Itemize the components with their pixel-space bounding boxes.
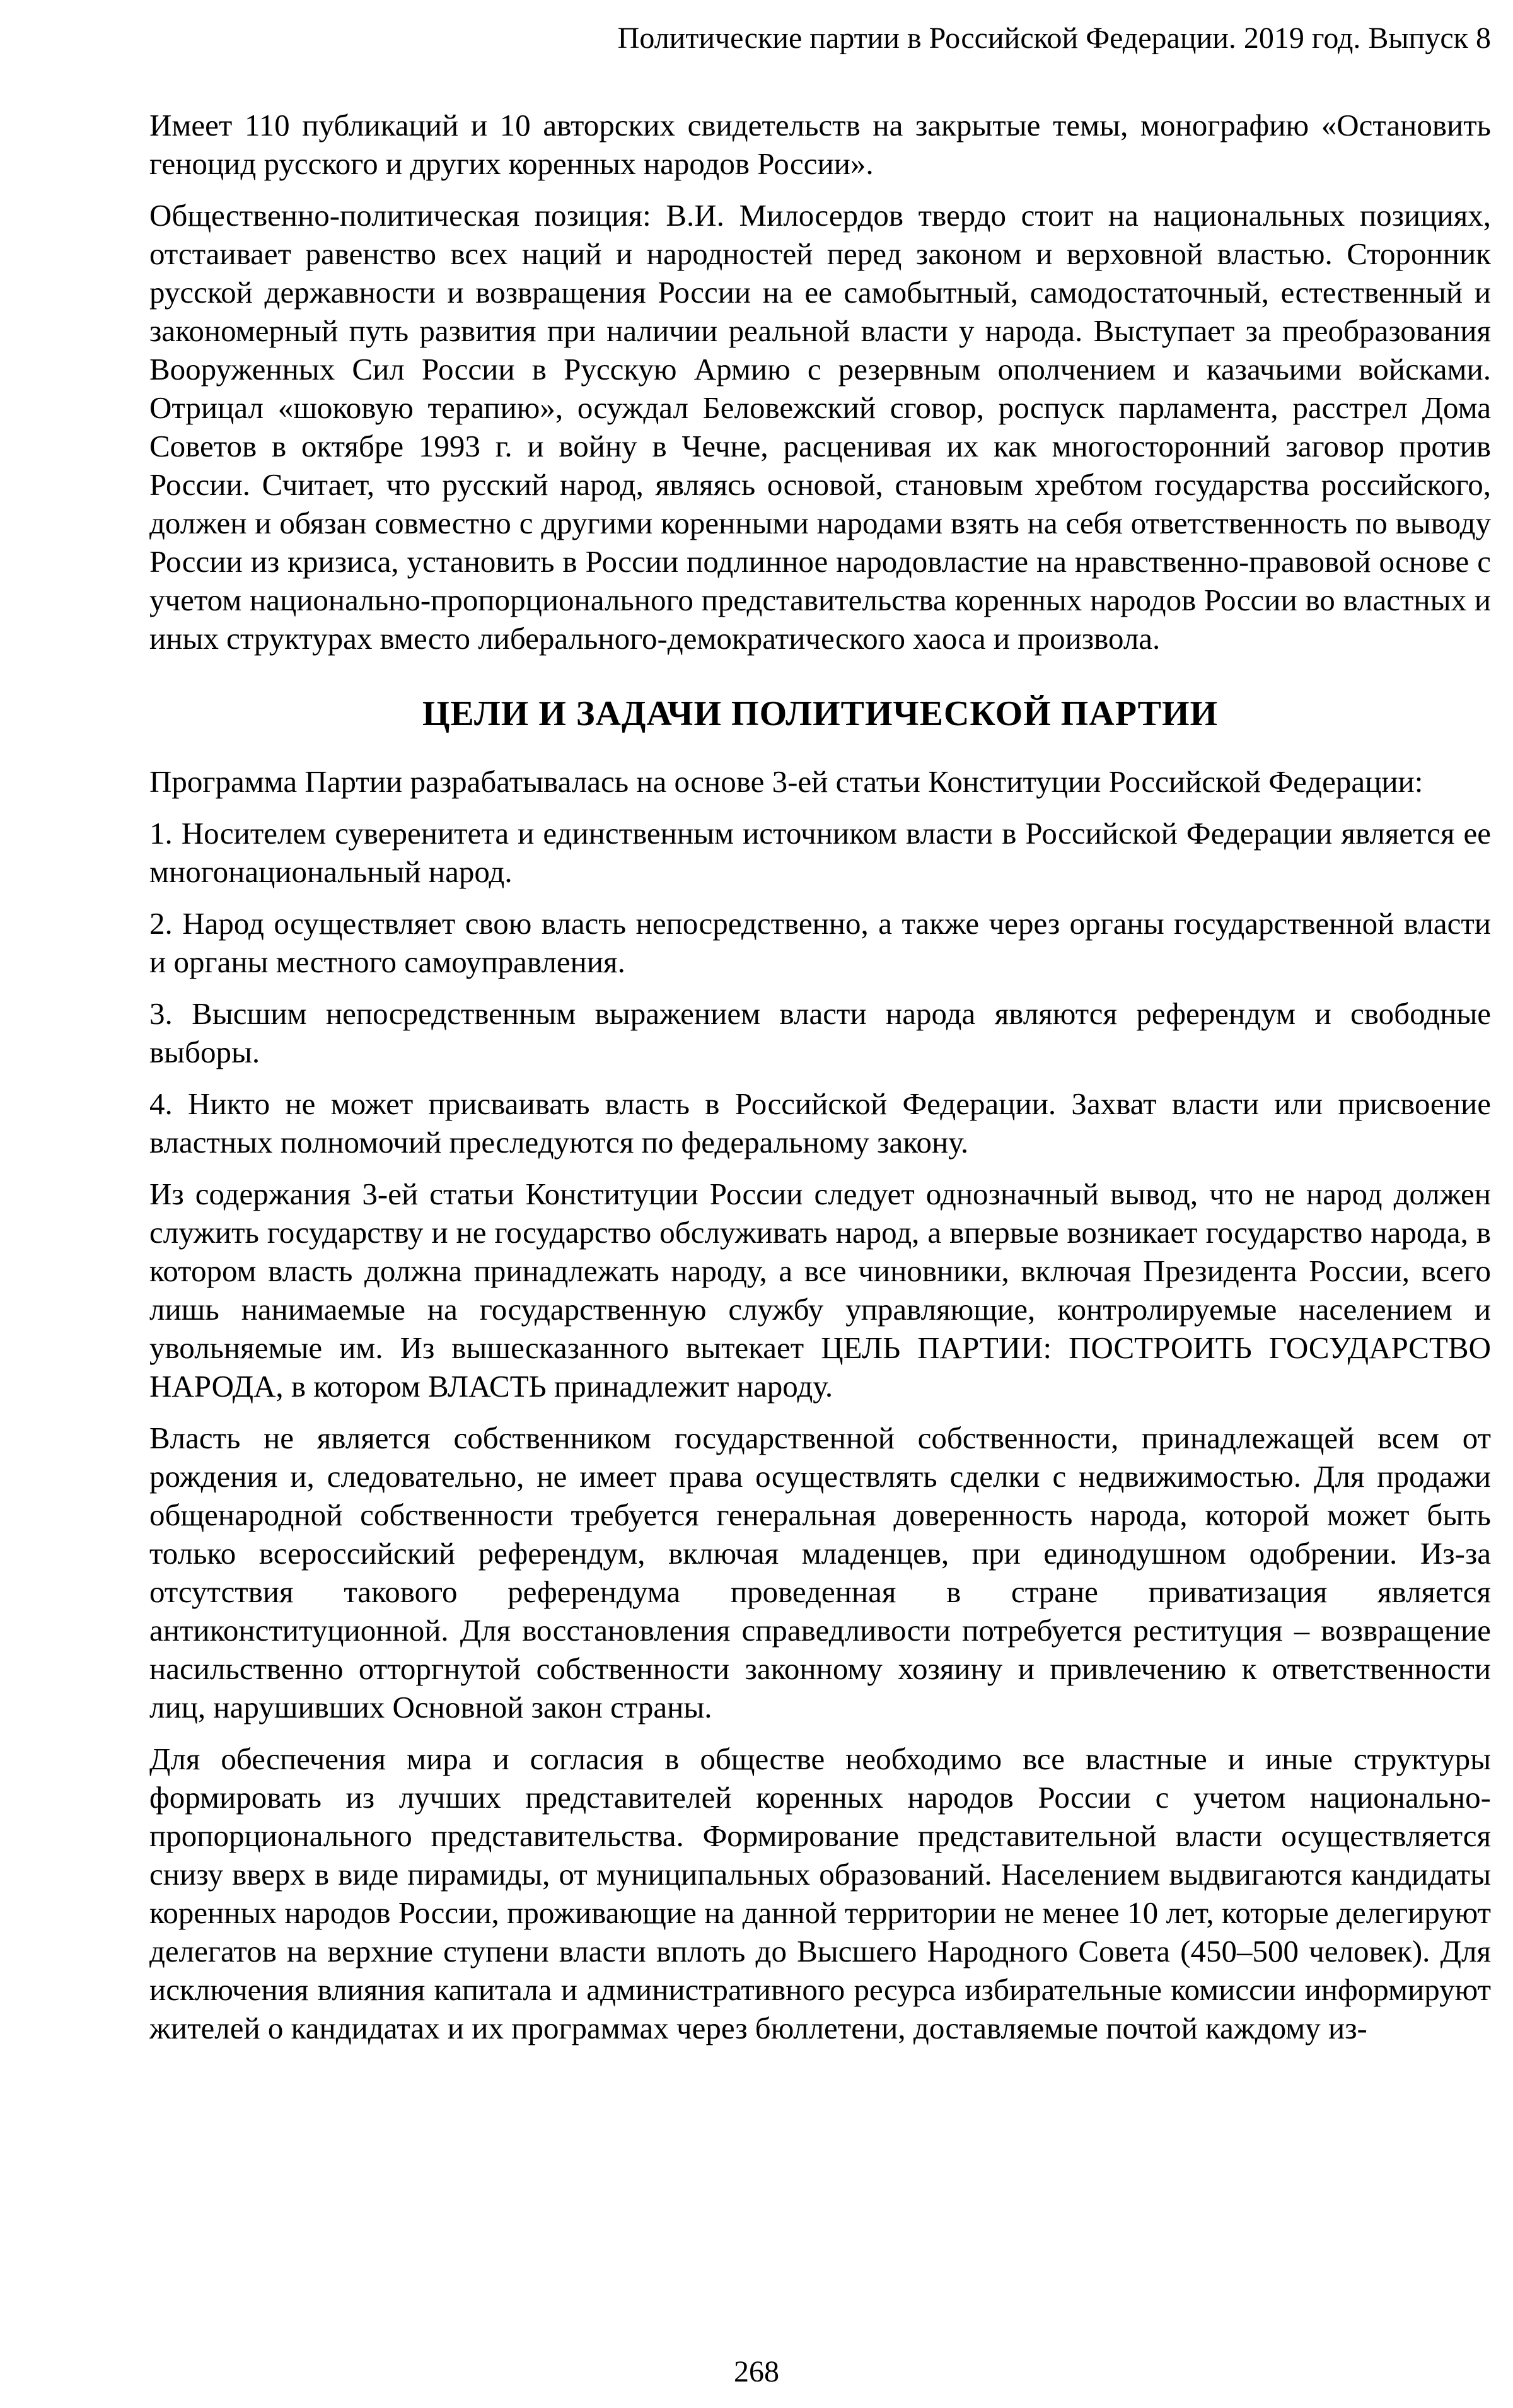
paragraph-point-2: 2. Народ осуществляет свою власть непосредственно, а также через органы государственной власти и органы местного самоуправления.	[149, 906, 1491, 979]
paragraph-representation: Для обеспечения мира и согласия в обществе необходимо все властные и иные структуры формировать из лучших представителей коренных народов России с учетом национально-пропорционального представительства. Формирование представительной власти осуществляется снизу вверх в виде пирамиды, от муниципальных образований. Населением выдвигаются кандидаты коренных народов России, проживающие на данной территории не менее 10 лет, которые делегируют делегатов на верхние ступени власти вплоть до Высшего Народного Совета (450–500 человек). Для исключения влияния капитала и административного ресурса избирательные комиссии информируют жителей о кандидатах и их программах через бюллетени, доставляемые почтой каждому из-	[149, 1742, 1491, 2045]
paragraph-point-1: 1. Носителем суверенитета и единственным источником власти в Российской Федерации является ее многонациональный народ.	[149, 816, 1491, 889]
paragraph-point-4: 4. Никто не может присваивать власть в Российской Федерации. Захват власти или присвоение властных полномочий преследуются по федеральному закону.	[149, 1086, 1491, 1160]
page-number: 268	[734, 2355, 779, 2388]
paragraph-political-position: Общественно-политическая позиция: В.И. Милосердов твердо стоит на национальных позициях, отстаивает равенство всех наций и народностей перед законом и верховной властью. Сторонник русской державности и возвращения России на ее самобытный, самодостаточный, естественный и закономерный путь развития при наличии реальной власти у народа. Выступает за преобразования Вооруженных Сил России в Русскую Армию с резервным ополчением и казачьими войсками. Отрицал «шоковую терапию», осуждал Беловежский сговор, роспуск парламента, расстрел Дома Советов в октябре 1993 г. и войну в Чечне, расценивая их как многосторонний заговор против России. Считает, что русский народ, являясь основой, становым хребтом государства российского, должен и обязан совместно с другими коренными народами взять на себя ответственность по выводу России из кризиса, установить в России подлинное народовластие на нравственно-правовой основе с учетом национально-пропорционального представительства коренных народов России во властных и иных структурах вместо либерального-демократического хаоса и произвола.	[149, 198, 1491, 656]
paragraph-party-goal: Из содержания 3-ей статьи Конституции России следует однозначный вывод, что не народ должен служить государству и не государство обслуживать народ, а впервые возникает государство народа, в котором власть должна принадлежать народу, а все чиновники, включая Президента России, всего лишь нанимаемые на государственную службу управляющие, контролируемые населением и увольняемые им. Из вышесказанного вытекает ЦЕЛЬ ПАРТИИ: ПОСТРОИТЬ ГОСУДАРСТВО НАРОДА, в котором ВЛАСТЬ принадлежит народу.	[149, 1177, 1491, 1404]
section-heading: ЦЕЛИ И ЗАДАЧИ ПОЛИТИЧЕСКОЙ ПАРТИИ	[422, 694, 1219, 733]
paragraph-program-basis: Программа Партии разрабатывалась на основе 3-ей статьи Конституции Российской Федерации:	[149, 764, 1423, 799]
paragraph-publications: Имеет 110 публикаций и 10 авторских свидетельств на закрытые темы, монографию «Остановить геноцид русского и других коренных народов России».	[149, 108, 1491, 181]
running-header: Политические партии в Российской Федерации. 2019 год. Выпуск 8	[617, 21, 1491, 55]
paragraph-property: Власть не является собственником государственной собственности, принадлежащей всем от рождения и, следовательно, не имеет права осуществлять сделки с недвижимостью. Для продажи общенародной собственности требуется генеральная доверенность народа, которой может быть только всероссийский референдум, включая младенцев, при единодушном одобрении. Из-за отсутствия такового референдума проведенная в стране приватизация является антиконституционной. Для восстановления справедливости потребуется реституция – возвращение насильственно отторгнутой собственности законному хозяину и привлечению к ответственности лиц, нарушивших Основной закон страны.	[149, 1421, 1491, 1725]
text-block	[149, 19, 1491, 2047]
paragraph-point-3: 3. Высшим непосредственным выражением власти народа являются референдум и свободные выборы.	[149, 996, 1491, 1069]
